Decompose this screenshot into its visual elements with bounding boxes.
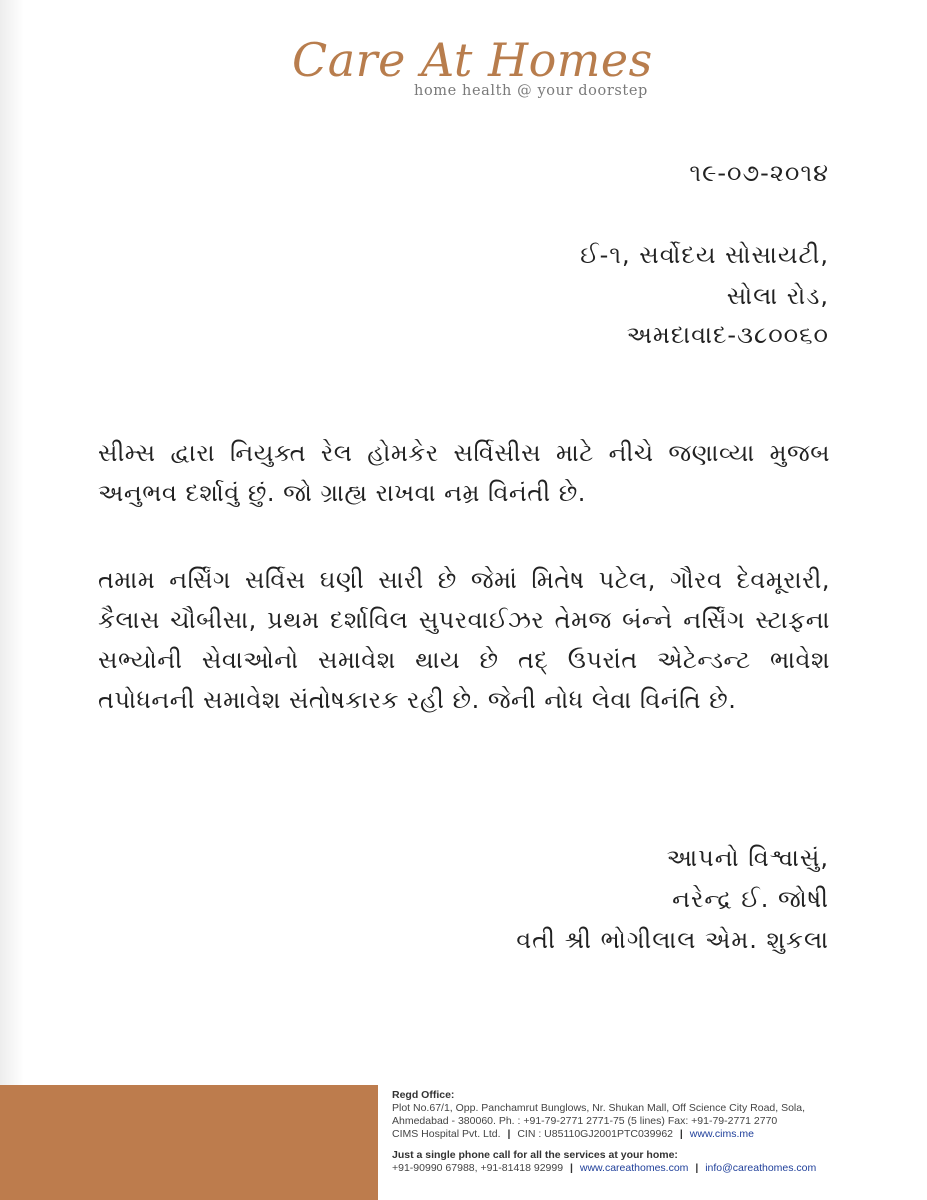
- company-name: CIMS Hospital Pvt. Ltd.: [392, 1128, 501, 1140]
- address-line-1: ઈ-૧, સર્વોદય સોસાયટી,: [580, 241, 829, 269]
- cims-website-link[interactable]: www.cims.me: [689, 1128, 754, 1140]
- regd-address-line-2: Ahmedabad - 380060. Ph. : +91-79-2771 2771-75 (5 lines) Fax: +91-79-2771 2770: [392, 1115, 778, 1127]
- regd-office-heading: Regd Office:: [392, 1089, 455, 1101]
- logo-tagline: home health @ your doorstep: [414, 83, 648, 99]
- letter-date: ૧૯-૦૭-૨૦૧૪: [689, 159, 829, 187]
- careathomes-website-link[interactable]: www.careathomes.com: [579, 1162, 689, 1174]
- letter-paragraph-1: સીમ્સ દ્વારા નિયુક્ત રેલ હોમકેર સર્વિસીસ માટે નીચે જણાવ્યા મુજબ અનુભવ દર્શાવું છું. જો ગ્રાહ્ય રાખવા નમ્ર વિનંતી છે.: [98, 439, 830, 507]
- signatory-on-behalf: વતી શ્રી ભોગીલાલ એમ. શુકલા: [516, 926, 829, 954]
- footer-tagline: Just a single phone call for all the services at your home:: [392, 1149, 678, 1161]
- footer-contact-block: [392, 1089, 892, 1175]
- separator: |: [679, 1128, 683, 1140]
- address-line-3: અમદાવાદ-૩૮૦૦૬૦: [626, 321, 829, 349]
- cin-number: CIN : U85110GJ2001PTC039962: [517, 1128, 673, 1140]
- regd-address-line-1: Plot No.67/1, Opp. Panchamrut Bunglows, Nr. Shukan Mall, Off Science City Road, Sola,: [392, 1102, 806, 1114]
- email-link[interactable]: info@careathomes.com: [705, 1162, 817, 1174]
- footer-color-band: [0, 1085, 378, 1200]
- separator: |: [570, 1162, 573, 1174]
- letter-paragraph-2: તમામ નર્સિંગ સર્વિસ ઘણી સારી છે જેમાં મિતેષ પટેલ, ગૌરવ દેવમૂરારી, કૈલાસ ચૌબીસા, પ્રથમ દર્શાવિલ સુપરવાઈઝર તેમજ બંન્ને નર્સિંગ સ્ટાફના સભ્યોની સેવાઓનો સમાવેશ થાય છે તદ્ ઉપરાંત એટેન્ડન્ટ ભાવેશ તપોધનની સમાવેશ સંતોષકારક રહી છે. જેની નોધ લેવા વિનંતિ છે.: [98, 566, 830, 714]
- company-line: [392, 1128, 892, 1141]
- phone-numbers: +91-90990 67988, +91-81418 92999: [392, 1162, 564, 1174]
- closing-salutation: આપનો વિશ્વાસું,: [666, 844, 829, 872]
- page-edge-shadow: [0, 0, 24, 1085]
- address-line-2: સોલા રોડ,: [726, 282, 829, 310]
- separator: |: [695, 1162, 699, 1174]
- logo-wordmark: Care At Homes: [292, 33, 653, 87]
- care-at-homes-logo: [0, 32, 927, 102]
- separator: |: [507, 1128, 511, 1140]
- letterhead-footer: [0, 1085, 927, 1200]
- contact-line: [392, 1162, 892, 1175]
- signatory-name: નરેન્દ્ર ઈ. જોષી: [672, 885, 829, 913]
